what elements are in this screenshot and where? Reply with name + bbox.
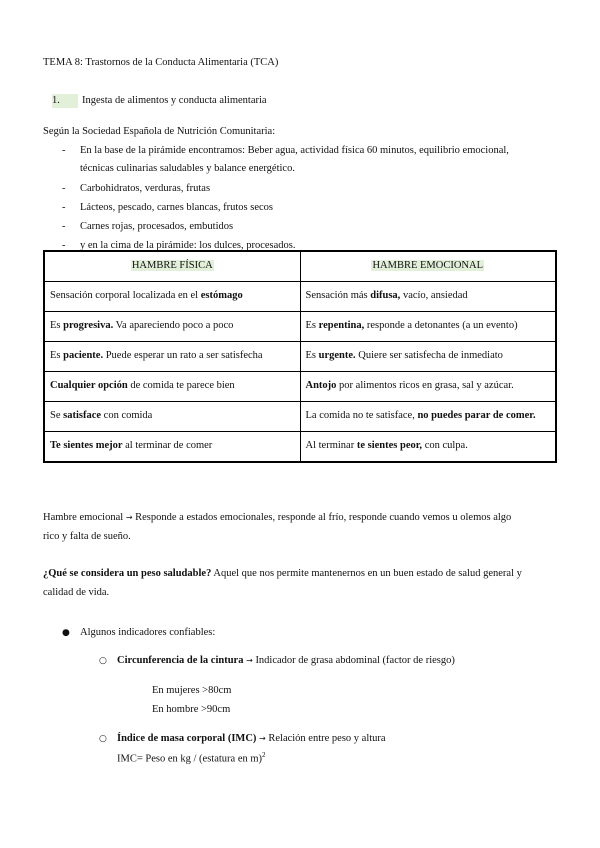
table-cell [44, 282, 300, 312]
table-header-row [44, 251, 556, 282]
circle-bullet-icon: ○ [99, 656, 107, 666]
section-title: Ingesta de alimentos y conducta alimentaria [82, 95, 267, 106]
table-cell [44, 402, 300, 432]
cell-text: Es [305, 320, 319, 332]
list-item [80, 144, 550, 176]
right-arrow-icon: → [125, 513, 133, 522]
bullet-icon: ● [62, 628, 70, 638]
waist-description: Indicador de grasa abdominal (factor de riesgo) [252, 655, 455, 666]
cell-text: al terminar de comer [122, 440, 213, 452]
question-bold: ¿Qué se considera un peso saludable? [43, 568, 212, 579]
header-physical-hunger [44, 251, 300, 282]
cell-bold-text: estómago [200, 290, 243, 302]
right-arrow-icon: → [259, 734, 266, 743]
bmi-description: Relación entre peso y altura [265, 733, 386, 744]
table-cell [300, 312, 556, 342]
cell-text: Es [50, 320, 64, 332]
bmi-title: Índice de masa corporal (IMC) [117, 733, 257, 744]
indicators-intro: Algunos indicadores confiables: [80, 627, 216, 638]
table-cell [300, 372, 556, 402]
cell-text: responde a detonantes (a un evento) [364, 320, 518, 332]
list-item-line: técnicas culinarias saludables y balance energético. [80, 163, 295, 175]
table-cell [300, 342, 556, 372]
cell-bold-text: urgente. [318, 350, 356, 362]
table-cell [44, 372, 300, 402]
table-cell [44, 312, 300, 342]
dash-bullet: - [62, 145, 66, 156]
cell-text: con culpa. [422, 440, 468, 452]
cell-bold-text: repentina, [318, 320, 365, 332]
note-line: rico y falta de sueño. [43, 531, 131, 543]
cell-bold-text: no puedes parar de comer. [417, 410, 536, 422]
waist-men: En hombre >90cm [152, 704, 231, 715]
cell-bold-text: paciente. [63, 350, 104, 362]
cell-bold-text: progresiva. [63, 320, 114, 332]
waist-title: Circunferencia de la cintura [117, 655, 244, 666]
waist-women: En mujeres >80cm [152, 685, 232, 696]
right-arrow-icon: → [246, 656, 253, 665]
cell-text: Va apareciendo poco a poco [113, 320, 234, 332]
bmi-formula [117, 751, 266, 767]
cell-text: Al terminar [305, 440, 357, 452]
note-text: Responde a estados emocionales, responde al frío, responde cuando vemos u olemos algo [135, 512, 512, 523]
table-row [44, 312, 556, 342]
cell-bold-text: te sientes peor, [356, 440, 423, 452]
question-text: Aquel que nos permite mantenernos en un buen estado de salud general y [211, 568, 522, 579]
header-label: HAMBRE EMOCIONAL [372, 260, 484, 272]
intro-text: Según la Sociedad Española de Nutrición Comunitaria: [43, 126, 276, 137]
table-cell [300, 402, 556, 432]
header-emotional-hunger [300, 251, 556, 282]
bmi-formula-exponent: 2 [262, 751, 266, 759]
cell-text: La comida no te satisface, [305, 410, 418, 422]
cell-bold-text: difusa, [370, 290, 401, 302]
waist-indicator [117, 654, 455, 668]
circle-bullet-icon: ○ [99, 734, 107, 744]
dash-bullet: - [62, 202, 66, 213]
bmi-formula-text: IMC= Peso en kg / (estatura en m) [117, 753, 263, 765]
cell-text: Se [50, 410, 64, 422]
document-title: TEMA 8: Trastornos de la Conducta Alimentaria (TCA) [43, 57, 279, 68]
list-item: Carbohidratos, verduras, frutas [80, 183, 211, 194]
bmi-indicator [117, 732, 386, 746]
hunger-comparison-table [43, 250, 557, 463]
header-label: HAMBRE FÍSICA [131, 260, 213, 272]
list-item-line: En la base de la pirámide encontramos: Beber agua, actividad física 60 minutos, equilibrio emocional, [80, 145, 509, 156]
healthy-weight-question [43, 567, 563, 600]
cell-text: Puede esperar un rato a ser satisfecha [103, 350, 263, 362]
question-line [43, 567, 563, 581]
dash-bullet: - [62, 221, 66, 232]
note-label: Hambre emocional [43, 512, 124, 523]
cell-bold-text: satisface [63, 410, 102, 422]
table-row [44, 342, 556, 372]
emotional-hunger-note [43, 511, 558, 544]
table-cell [44, 432, 300, 463]
cell-text: por alimentos ricos en grasa, sal y azúcar. [336, 380, 514, 392]
list-item: y en la cima de la pirámide: los dulces, procesados. [80, 240, 296, 251]
cell-text: vacío, ansiedad [400, 290, 468, 302]
list-item: Lácteos, pescado, carnes blancas, frutos secos [80, 202, 274, 213]
table-row [44, 402, 556, 432]
cell-text: Es [305, 350, 319, 362]
table-row [44, 372, 556, 402]
note-line [43, 511, 558, 525]
dash-bullet: - [62, 240, 66, 251]
list-item: Carnes rojas, procesados, embutidos [80, 221, 234, 232]
question-line: calidad de vida. [43, 587, 110, 599]
table-row [44, 432, 556, 463]
cell-text: de comida te parece bien [127, 380, 235, 392]
table-row [44, 282, 556, 312]
cell-text: Quiere ser satisfecha de inmediato [355, 350, 503, 362]
dash-bullet: - [62, 183, 66, 194]
table-body [44, 282, 556, 463]
cell-text: Sensación corporal localizada en el [50, 290, 201, 302]
cell-text: Sensación más [305, 290, 371, 302]
table-cell [44, 342, 300, 372]
table-cell [300, 432, 556, 463]
cell-text: con comida [101, 410, 153, 422]
section-heading [52, 94, 267, 108]
section-number: 1. [52, 94, 78, 108]
cell-bold-text: Te sientes mejor [50, 440, 123, 452]
table-cell [300, 282, 556, 312]
cell-bold-text: Cualquier opción [50, 380, 128, 392]
cell-text: Es [50, 350, 64, 362]
cell-bold-text: Antojo [305, 380, 337, 392]
